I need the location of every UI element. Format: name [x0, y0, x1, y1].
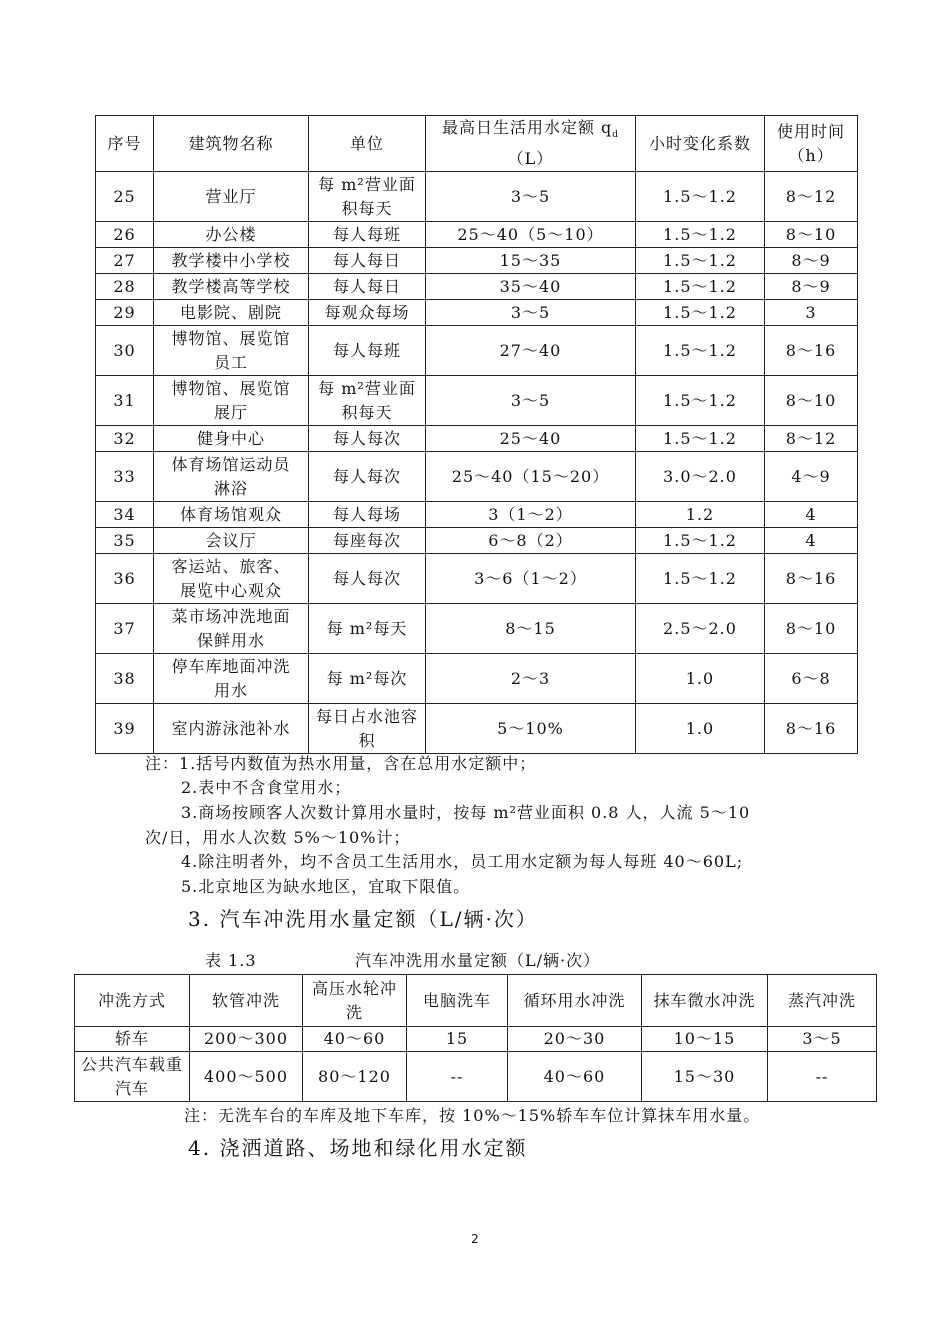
table-caption-number: 表 1.3 [205, 951, 257, 970]
table-row [96, 502, 858, 528]
section-heading-4: 4. 浇洒道路、场地和绿化用水定额 [188, 1136, 528, 1160]
table-row [75, 1052, 877, 1102]
cell-no: 26 [96, 222, 154, 248]
cell-quota: 25～40 [426, 426, 636, 452]
table-note-5: 5.北京地区为缺水地区，宜取下限值。 [181, 877, 471, 896]
header-cell: 冲洗方式 [75, 975, 190, 1027]
cell-usage-time: 8～12 [765, 172, 858, 222]
cell-quota: 15～30 [642, 1052, 768, 1102]
table-row [96, 248, 858, 274]
cell-no: 38 [96, 654, 154, 704]
cell-quota: 20～30 [508, 1027, 642, 1052]
cell-no: 36 [96, 554, 154, 604]
table-row [96, 426, 858, 452]
cell-quota: 25～40（5～10） [426, 222, 636, 248]
cell-building-name: 博物馆、展览馆展厅 [154, 376, 309, 426]
cell-building-name: 停车库地面冲洗用水 [154, 654, 309, 704]
cell-hourly-coefficient: 1.5～1.2 [636, 528, 765, 554]
cell-unit: 每人每班 [309, 326, 426, 376]
table-header-row [75, 975, 877, 1027]
cell-quota: 3～5 [426, 300, 636, 326]
table-row [96, 452, 858, 502]
header-cell: 电脑洗车 [407, 975, 508, 1027]
water-quota-table [95, 115, 858, 754]
cell-hourly-coefficient: 1.5～1.2 [636, 172, 765, 222]
cell-quota: 3～5 [426, 172, 636, 222]
cell-unit: 每人每次 [309, 426, 426, 452]
cell-usage-time: 3 [765, 300, 858, 326]
cell-quota: -- [407, 1052, 508, 1102]
header-cell: 循环用水冲洗 [508, 975, 642, 1027]
table-row [75, 1027, 877, 1052]
header-quota-subscript: d [612, 130, 620, 141]
header-cell: 蒸汽冲洗 [768, 975, 877, 1027]
cell-building-name: 客运站、旅客、展览中心观众 [154, 554, 309, 604]
table-row [96, 222, 858, 248]
cell-quota: 10～15 [642, 1027, 768, 1052]
cell-no: 30 [96, 326, 154, 376]
cell-quota: 25～40（15～20） [426, 452, 636, 502]
page-number: 2 [471, 1232, 479, 1246]
cell-hourly-coefficient: 1.2 [636, 502, 765, 528]
cell-building-name: 健身中心 [154, 426, 309, 452]
cell-building-name: 博物馆、展览馆员工 [154, 326, 309, 376]
cell-no: 32 [96, 426, 154, 452]
cell-usage-time: 8～9 [765, 274, 858, 300]
cell-unit: 每人每次 [309, 554, 426, 604]
table-row [96, 528, 858, 554]
cell-hourly-coefficient: 1.5～1.2 [636, 376, 765, 426]
table-row [96, 300, 858, 326]
cell-hourly-coefficient: 1.5～1.2 [636, 274, 765, 300]
cell-building-name: 办公楼 [154, 222, 309, 248]
cell-quota: 3～5 [426, 376, 636, 426]
cell-usage-time: 8～12 [765, 426, 858, 452]
cell-quota: 15 [407, 1027, 508, 1052]
cell-hourly-coefficient: 1.5～1.2 [636, 326, 765, 376]
cell-hourly-coefficient: 1.5～1.2 [636, 426, 765, 452]
table-note-3a: 3.商场按顾客人次数计算用水量时，按每 m²营业面积 0.8 人，人流 5～10 [181, 803, 751, 822]
cell-no: 31 [96, 376, 154, 426]
table-note-2: 2.表中不含食堂用水； [181, 778, 352, 797]
cell-usage-time: 6～8 [765, 654, 858, 704]
header-usage-time: 使用时间（h） [765, 116, 858, 172]
car-wash-table-body [75, 975, 877, 1102]
table-row [96, 704, 858, 754]
cell-building-name: 营业厅 [154, 172, 309, 222]
table-row [96, 554, 858, 604]
cell-quota: 80～120 [303, 1052, 407, 1102]
cell-quota: 3～6（1～2） [426, 554, 636, 604]
table-note-1: 注：1.括号内数值为热水用量，含在总用水定额中； [145, 754, 537, 773]
cell-hourly-coefficient: 2.5～2.0 [636, 604, 765, 654]
table-row [96, 604, 858, 654]
cell-no: 39 [96, 704, 154, 754]
cell-no: 25 [96, 172, 154, 222]
table-note-4: 4.除注明者外，均不含员工生活用水，员工用水定额为每人每班 40～60L; [181, 852, 744, 871]
cell-no: 37 [96, 604, 154, 654]
cell-no: 33 [96, 452, 154, 502]
table-note-3b: 次/日，用水人次数 5%～10%计； [145, 828, 411, 847]
car-wash-quota-table [74, 974, 877, 1102]
cell-building-name: 教学楼高等学校 [154, 274, 309, 300]
cell-hourly-coefficient: 1.5～1.2 [636, 300, 765, 326]
table-row [96, 376, 858, 426]
cell-quota: 6～8（2） [426, 528, 636, 554]
cell-hourly-coefficient: 1.5～1.2 [636, 554, 765, 604]
cell-quota: 2～3 [426, 654, 636, 704]
cell-quota: 40～60 [303, 1027, 407, 1052]
cell-quota: 400～500 [190, 1052, 303, 1102]
table-row [96, 172, 858, 222]
cell-unit: 每人每日 [309, 274, 426, 300]
cell-building-name: 室内游泳池补水 [154, 704, 309, 754]
cell-unit: 每 m²营业面积每天 [309, 172, 426, 222]
table-caption-title: 汽车冲洗用水量定额（L/辆·次） [355, 951, 601, 970]
cell-quota: 3～5 [768, 1027, 877, 1052]
table-header-row [96, 116, 858, 172]
cell-unit: 每 m²每天 [309, 604, 426, 654]
header-quota-unit: （L） [507, 149, 554, 169]
cell-vehicle-type: 公共汽车载重汽车 [75, 1052, 190, 1102]
cell-usage-time: 8～10 [765, 604, 858, 654]
cell-unit: 每 m²营业面积每天 [309, 376, 426, 426]
cell-usage-time: 8～9 [765, 248, 858, 274]
cell-hourly-coefficient: 1.0 [636, 654, 765, 704]
cell-building-name: 电影院、剧院 [154, 300, 309, 326]
cell-no: 34 [96, 502, 154, 528]
table-row [96, 654, 858, 704]
cell-unit: 每 m²每次 [309, 654, 426, 704]
cell-vehicle-type: 轿车 [75, 1027, 190, 1052]
header-hourly-coefficient: 小时变化系数 [636, 116, 765, 172]
header-cell: 软管冲洗 [190, 975, 303, 1027]
header-quota-label: 最高日生活用水定额 q [441, 118, 613, 137]
header-unit: 单位 [309, 116, 426, 172]
cell-quota: 15～35 [426, 248, 636, 274]
cell-unit: 每日占水池容积 [309, 704, 426, 754]
table-row [96, 274, 858, 300]
car-wash-note: 注：无洗车台的车库及地下车库，按 10%～15%轿车车位计算抹车用水量。 [184, 1106, 761, 1125]
section-heading-3: 3. 汽车冲洗用水量定额（L/辆·次） [188, 907, 538, 931]
cell-usage-time: 4 [765, 528, 858, 554]
cell-hourly-coefficient: 1.5～1.2 [636, 222, 765, 248]
cell-usage-time: 4～9 [765, 452, 858, 502]
cell-quota: 200～300 [190, 1027, 303, 1052]
header-quota [426, 116, 636, 172]
cell-quota: 40～60 [508, 1052, 642, 1102]
cell-unit: 每人每班 [309, 222, 426, 248]
cell-no: 28 [96, 274, 154, 300]
cell-usage-time: 4 [765, 502, 858, 528]
cell-usage-time: 8～10 [765, 222, 858, 248]
cell-building-name: 会议厅 [154, 528, 309, 554]
cell-quota: 8～15 [426, 604, 636, 654]
cell-usage-time: 8～16 [765, 554, 858, 604]
header-cell: 高压水轮冲洗 [303, 975, 407, 1027]
cell-quota: -- [768, 1052, 877, 1102]
cell-usage-time: 8～16 [765, 326, 858, 376]
cell-unit: 每观众每场 [309, 300, 426, 326]
cell-building-name: 教学楼中小学校 [154, 248, 309, 274]
table-row [96, 326, 858, 376]
cell-hourly-coefficient: 3.0～2.0 [636, 452, 765, 502]
cell-unit: 每人每日 [309, 248, 426, 274]
cell-usage-time: 8～16 [765, 704, 858, 754]
cell-quota: 5～10% [426, 704, 636, 754]
cell-hourly-coefficient: 1.0 [636, 704, 765, 754]
header-no: 序号 [96, 116, 154, 172]
header-cell: 抹车微水冲洗 [642, 975, 768, 1027]
cell-unit: 每人每场 [309, 502, 426, 528]
water-quota-table-body [96, 116, 858, 754]
cell-hourly-coefficient: 1.5～1.2 [636, 248, 765, 274]
cell-building-name: 菜市场冲洗地面保鲜用水 [154, 604, 309, 654]
cell-no: 35 [96, 528, 154, 554]
cell-unit: 每人每次 [309, 452, 426, 502]
cell-quota: 27～40 [426, 326, 636, 376]
header-building-name: 建筑物名称 [154, 116, 309, 172]
cell-unit: 每座每次 [309, 528, 426, 554]
cell-building-name: 体育场馆观众 [154, 502, 309, 528]
cell-no: 29 [96, 300, 154, 326]
cell-usage-time: 8～10 [765, 376, 858, 426]
cell-building-name: 体育场馆运动员淋浴 [154, 452, 309, 502]
cell-quota: 3（1～2） [426, 502, 636, 528]
cell-quota: 35～40 [426, 274, 636, 300]
cell-no: 27 [96, 248, 154, 274]
